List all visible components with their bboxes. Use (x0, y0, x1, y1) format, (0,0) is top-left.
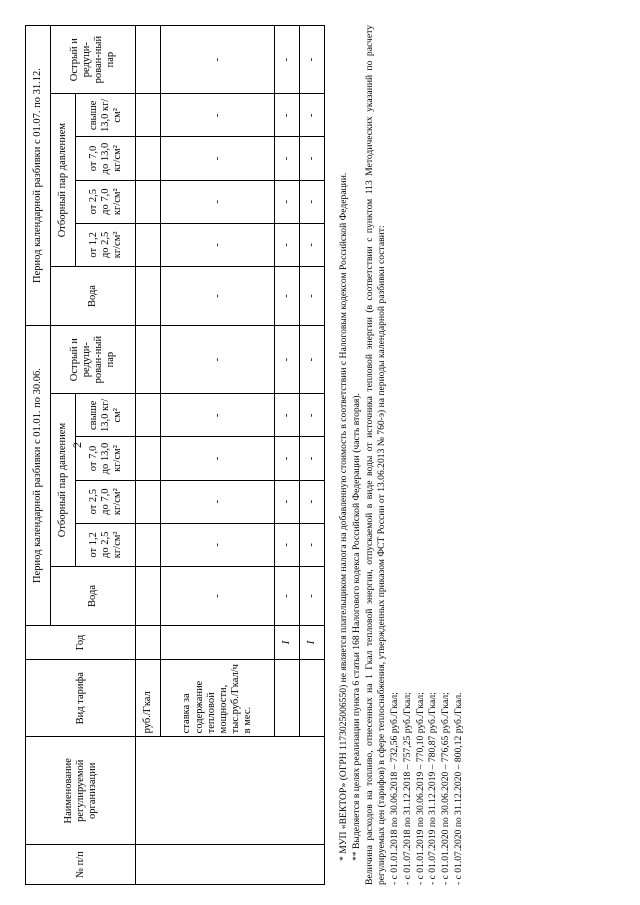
value-cell: - (299, 223, 324, 266)
value-cell: - (161, 180, 274, 223)
list-item: - с 01.07.2018 по 31.12.2018 – 757,25 руб./Гкал; (401, 692, 413, 885)
value-cell: - (274, 437, 299, 480)
value-cell (136, 137, 161, 180)
tariff-cell (299, 660, 324, 737)
header-water-1: Вода (51, 566, 136, 625)
value-cell: - (161, 394, 274, 437)
value-cell: - (274, 137, 299, 180)
list-item: - с 01.07.2020 по 31.12.2020 – 800,12 руб./Гкал. (452, 692, 464, 885)
list-item: - с 01.07.2019 по 31.12.2019 – 780,87 руб./Гкал; (427, 692, 439, 885)
value-cell: - (274, 26, 299, 94)
row-num-cell (136, 845, 325, 885)
header-steam-1: Отборный пар давлением (51, 394, 76, 567)
value-cell: - (299, 480, 324, 523)
value-cell: - (274, 223, 299, 266)
header-p1-2: от 1,2 до 2,5 кг/см² (76, 223, 136, 266)
header-sharp-2: Острый и редуци-рован-ный пар (51, 26, 136, 94)
header-p4-2: свыше 13,0 кг/см² (76, 94, 136, 137)
header-period-1: Период календарной разбивки с 01.01. по 30.06. (26, 326, 51, 626)
header-p1-1: от 1,2 до 2,5 кг/см² (76, 523, 136, 566)
value-cell: - (161, 326, 274, 394)
header-org: Наименование регулируемой организации (26, 737, 136, 845)
tariff-cell: руб./Гкал (136, 660, 161, 737)
value-cell: - (161, 523, 274, 566)
value-cell: - (161, 437, 274, 480)
value-cell (136, 437, 161, 480)
rotated-page (25, 25, 625, 885)
list-item: - с 01.01.2019 по 30.06.2019 – 770,10 руб./Гкал; (414, 692, 426, 885)
value-cell: - (299, 394, 324, 437)
tariff-cell (274, 660, 299, 737)
footnote-2: ** Выделяется в целях реализации пункта 6 статьи 168 Налогового кодекса Российской Федерации (часть вторая). (350, 393, 362, 861)
value-cell (136, 94, 161, 137)
tariff-table (25, 25, 325, 885)
value-cell (136, 523, 161, 566)
page-number: 2 (70, 442, 84, 448)
year-cell: I (299, 626, 324, 660)
value-cell: - (274, 326, 299, 394)
header-steam-2: Отборный пар давлением (51, 94, 76, 267)
value-cell: - (274, 566, 299, 625)
year-cell (136, 626, 161, 660)
value-cell: - (299, 523, 324, 566)
header-p2-2: от 2,5 до 7,0 кг/см² (76, 180, 136, 223)
tariff-table-wrapper (25, 25, 325, 885)
value-cell: - (299, 180, 324, 223)
value-cell: - (161, 94, 274, 137)
value-cell (136, 394, 161, 437)
value-cell (136, 180, 161, 223)
row-org-cell (136, 737, 325, 845)
value-cell: - (299, 566, 324, 625)
value-cell (136, 566, 161, 625)
value-cell: - (274, 180, 299, 223)
value-cell: - (161, 137, 274, 180)
fuel-cost-paragraph: Величина расходов на топливо, отнесенных на 1 Гкал тепловой энергии, отпускаемой в виде воды от источника тепловой энергии (в соответствии с пунктом 113 Методических указаний по расчету регулируемых цен (тарифов) в сфере теплоснабжения, утвержденных приказом ФСТ России от 13.06.2013 № 760-э) на периоды календарной разбивки составит: (363, 25, 388, 885)
year-cell: I (274, 626, 299, 660)
value-cell: - (161, 26, 274, 94)
header-p3-1: от 7,0 до 13,0 кг/см² (76, 437, 136, 480)
notes-section (338, 25, 466, 885)
value-cell: - (161, 566, 274, 625)
footnote-1: * МУП «ВЕКТОР» (ОГРН 1173025006550) не является плательщиком налога на добавленную стоимость в соответствии с Налоговым кодексом Российской Федерации. (338, 172, 349, 861)
rates-list (389, 25, 466, 885)
tariff-cell: ставка за содержание тепловой мощности, тыс.руб./Гкал/ч в мес. (161, 660, 274, 737)
value-cell: - (274, 394, 299, 437)
value-cell: - (299, 437, 324, 480)
value-cell (136, 26, 161, 94)
value-cell: - (274, 480, 299, 523)
value-cell: - (274, 94, 299, 137)
header-period-2: Период календарной разбивки с 01.07. по 31.12. (26, 26, 51, 326)
value-cell: - (299, 26, 324, 94)
value-cell (136, 480, 161, 523)
list-item: - с 01.01.2018 по 30.06.2018 – 732,56 руб./Гкал; (389, 692, 400, 885)
value-cell: - (299, 266, 324, 325)
value-cell: - (299, 94, 324, 137)
header-p3-2: от 7,0 до 13,0 кг/см² (76, 137, 136, 180)
header-water-2: Вода (51, 266, 136, 325)
year-cell (161, 626, 274, 660)
header-sharp-1: Острый и редуци-рован-ный пар (51, 326, 136, 394)
header-row-1 (26, 26, 51, 885)
value-cell (136, 223, 161, 266)
header-num: № п/п (26, 845, 136, 885)
value-cell: - (161, 266, 274, 325)
value-cell: - (161, 480, 274, 523)
header-year: Год (26, 626, 136, 660)
value-cell: - (299, 326, 324, 394)
value-cell: - (274, 523, 299, 566)
value-cell: - (299, 137, 324, 180)
header-tariff: Вид тарифа (26, 660, 136, 737)
header-p2-1: от 2,5 до 7,0 кг/см² (76, 480, 136, 523)
value-cell (136, 326, 161, 394)
value-cell (136, 266, 161, 325)
header-p4-1: свыше 13,0 кг/см² (76, 394, 136, 437)
table-row (136, 26, 161, 885)
value-cell: - (161, 223, 274, 266)
list-item: - с 01.01.2020 по 30.06.2020 – 776,65 руб./Гкал; (440, 692, 451, 885)
value-cell: - (274, 266, 299, 325)
